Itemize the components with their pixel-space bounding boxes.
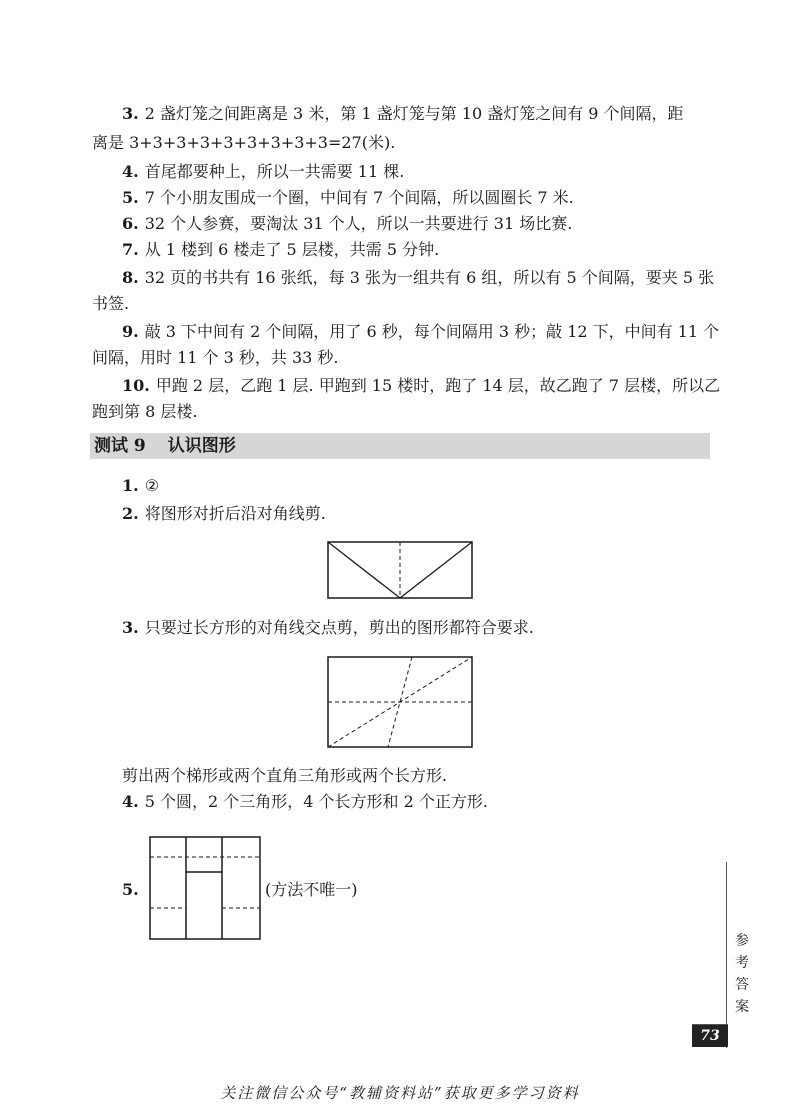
answer-8-line-1: 8. 32 页的书共有 16 张纸，每 3 张为一组共有 6 组，所以有 5 个间隔，要夹 5 张: [122, 268, 715, 287]
answer-6: 6. 32 个人参赛，要淘汰 31 个人，所以一共要进行 31 场比赛.: [122, 214, 573, 233]
section-title: 测试 9: [94, 436, 146, 456]
outer-square: [150, 837, 260, 939]
right-diagonal-cut: [400, 542, 472, 598]
answer-1: 1. ②: [122, 476, 160, 495]
section-subtitle: 认识图形: [167, 436, 236, 456]
answer-3-line-2: 离是 3+3+3+3+3+3+3+3+3=27(米).: [92, 133, 396, 152]
answer-10-line-2: 跑到第 8 层楼.: [92, 402, 198, 421]
answer-9-line-1: 9. 敲 3 下中间有 2 个间隔，用了 6 秒，每个间隔用 3 秒；敲 12 下，中间有 11 个: [122, 322, 720, 341]
answer-3-note: 剪出两个梯形或两个直角三角形或两个长方形.: [122, 766, 448, 785]
fold-cut-figure: [327, 541, 473, 599]
answer-5-note: (方法不唯一): [265, 880, 358, 899]
side-tab-rule: [726, 862, 727, 1048]
left-diagonal-cut: [328, 542, 400, 598]
answer-9-line-2: 间隔，用时 11 个 3 秒，共 33 秒.: [92, 348, 339, 367]
side-tab-label: 参考答案: [735, 933, 749, 1015]
answer-4-shapes: 4. 5 个圆，2 个三角形，4 个长方形和 2 个正方形.: [122, 792, 488, 811]
footer-note: 关注微信公众号“教辅资料站”获取更多学习资料: [220, 1084, 580, 1102]
answer-8-line-2: 书签.: [92, 294, 130, 313]
page-number: 73: [692, 1024, 728, 1047]
answer-7: 7. 从 1 楼到 6 楼走了 5 层楼，共需 5 分钟.: [122, 240, 440, 259]
answer-3: 3. 只要过长方形的对角线交点剪，剪出的图形都符合要求.: [122, 618, 534, 637]
grid-figure: [149, 836, 261, 940]
center-cut-figure: [327, 656, 473, 748]
answer-10-line-1: 10. 甲跑 2 层，乙跑 1 层. 甲跑到 15 楼时，跑了 14 层，故乙跑了 7 层楼，所以乙: [122, 376, 721, 395]
answer-3-line-1: 3. 2 盏灯笼之间距离是 3 米，第 1 盏灯笼与第 10 盏灯笼之间有 9 个间隔，距: [122, 104, 684, 123]
section-header: [90, 433, 710, 459]
answer-5: 5. 7 个小朋友围成一个圈，中间有 7 个间隔，所以圆圈长 7 米.: [122, 188, 574, 207]
answer-5-label: 5.: [122, 880, 139, 899]
answer-2: 2. 将图形对折后沿对角线剪.: [122, 504, 326, 523]
answer-4: 4. 首尾都要种上，所以一共需要 11 棵.: [122, 162, 405, 181]
